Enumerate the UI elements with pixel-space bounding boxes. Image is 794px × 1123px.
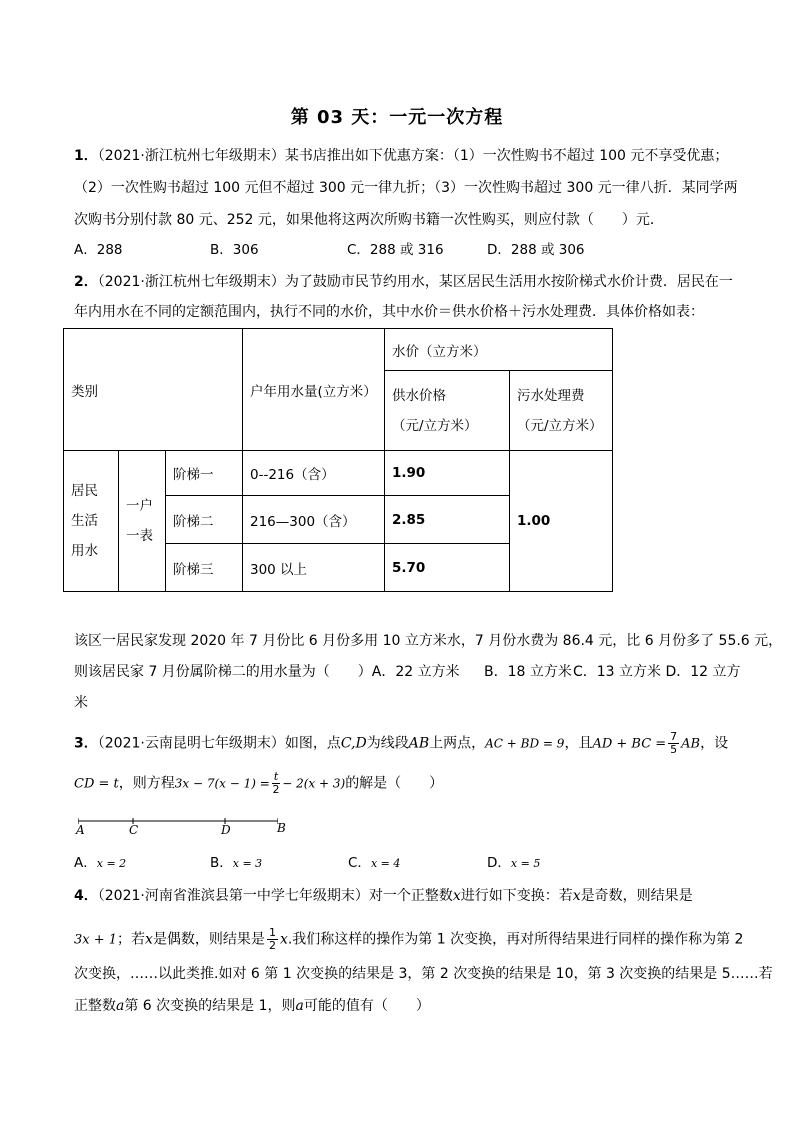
- table-header-category: 类别: [64, 329, 243, 451]
- q2-line-2: 年内用水在不同的定额范围内，执行不同的水价，其中水价＝供水价格＋污水处理费．具体价格如表：: [74, 304, 704, 320]
- q2-after-line-2: 则该居民家 7 月份属阶梯二的用水量为（ ）A．22 立方米: [74, 664, 460, 680]
- q1-option-d: D．288 或 306: [487, 242, 585, 258]
- page-title: 第 03 天：一元一次方程: [290, 107, 504, 128]
- q4-number: 4．: [74, 888, 98, 904]
- q4-var-a-2: a: [295, 998, 304, 1014]
- q4-var-a-1: a: [116, 998, 125, 1014]
- q3-fraction-2: [272, 771, 280, 796]
- q3-text-c: 上两点，: [429, 735, 486, 752]
- sewage-header-line1: 污水处理费: [517, 387, 585, 404]
- sewage-header-line2: （元/立方米）: [517, 417, 603, 434]
- q3-line-1: [74, 731, 728, 756]
- q3-equation-3-left: 3x − 7(x − 1) =: [174, 776, 270, 791]
- table-tier-2: 阶梯二: [166, 496, 243, 544]
- q3-equation-1: AC + BD = 9: [485, 736, 565, 751]
- q3-points-cd: C,D: [340, 735, 367, 752]
- table-sewage-value: 1.00: [510, 451, 613, 592]
- q3-option-c-letter: C．: [348, 855, 371, 871]
- label-d: D: [221, 823, 231, 837]
- q1-line-3: 次购书分别付款 80 元、252 元，如果他将这两次所购书籍一次性购买，则应付款（ ）元．: [74, 212, 664, 228]
- q3-option-c-eq: x = 4: [370, 857, 401, 870]
- q4-text-d: ；若: [117, 931, 146, 948]
- q4-line-3: 次变换，……以此类推.如对 6 第 1 次变换的结果是 3，第 2 次变换的结果是 10，第 3 次变换的结果是 5……若: [74, 966, 773, 982]
- q4-text-a: 对一个正整数: [368, 888, 453, 904]
- q2-after-line-1: 该区一居民家发现 2020 年 7 月份比 6 月份多用 10 立方米水，7 月份水费为 86.4 元，比 6 月份多了 55.6 元，: [74, 633, 783, 649]
- q3-equation-3-right: − 2(x + 3): [282, 776, 346, 791]
- q3-option-a-eq: x = 2: [96, 857, 127, 870]
- table-resident-cell: [64, 451, 119, 592]
- q3-frac2-den: 2: [272, 783, 280, 796]
- table-tier-3: 阶梯三: [166, 544, 243, 592]
- q3-equation-2-right: AB: [681, 736, 701, 752]
- q3-text-f: ，则方程: [118, 775, 175, 792]
- table-header-price: 水价（立方米）: [385, 329, 613, 371]
- label-b: B: [277, 821, 286, 835]
- q3-option-d-letter: D．: [487, 855, 511, 871]
- q3-option-c: [348, 853, 400, 874]
- q3-frac2-num: t: [273, 770, 279, 783]
- q3-option-a-letter: A．: [74, 855, 97, 871]
- q3-option-a: [74, 853, 126, 874]
- table-range-3: 300 以上: [243, 544, 385, 592]
- q4-line-1: [74, 886, 693, 906]
- q3-option-d: [487, 853, 540, 874]
- q3-number: 3．: [74, 735, 98, 752]
- q4-var-x-2: x: [572, 888, 581, 904]
- q3-segment-ab: AB: [408, 735, 430, 752]
- resident-line3: 用水: [71, 543, 98, 559]
- household-line1: 一户: [126, 498, 153, 514]
- q2-after-line-3: 米: [74, 695, 88, 711]
- q4-text-g: 正整数: [74, 998, 116, 1014]
- q1-line-1: [74, 146, 728, 166]
- q3-equation-2-left: AD + BC =: [592, 736, 667, 752]
- q4-text-b: 进行如下变换：若: [460, 888, 573, 904]
- table-range-2: 216—300（含）: [243, 496, 385, 544]
- q3-option-b-eq: x = 3: [232, 857, 263, 870]
- resident-line1: 居民: [71, 483, 98, 499]
- q3-line-2: [74, 771, 443, 796]
- q4-line-2: [74, 927, 743, 952]
- q1-option-b: B．306: [210, 242, 259, 258]
- q4-frac-den: 2: [268, 939, 276, 952]
- q4-text-e: 是偶数，则结果是: [152, 931, 265, 948]
- supply-header-line1: 供水价格: [392, 387, 446, 404]
- table-range-1: 0--216（含）: [243, 451, 385, 496]
- q3-frac-num: 7: [670, 730, 678, 743]
- q3-text-a: 如图，点: [284, 735, 341, 752]
- table-supply-1: 1.90: [385, 451, 510, 496]
- q2-option-cd: C．13 立方米 D．12 立方: [573, 664, 741, 680]
- q4-text-h: 第 6 次变换的结果是 1，则: [124, 998, 296, 1014]
- resident-line2: 生活: [71, 513, 98, 529]
- q4-var-x-4: x: [279, 931, 288, 948]
- q1-number: 1．: [74, 148, 98, 164]
- q1-source: （2021·浙江杭州七年级期末）: [97, 148, 285, 164]
- line-segment-figure: [78, 818, 278, 832]
- water-price-table: [63, 328, 613, 592]
- q3-text-e: ，设: [700, 735, 729, 752]
- q2-line-1: [74, 272, 733, 292]
- q1-text: 某书店推出如下优惠方案：（1）一次性购书不超过 100 元不享受优惠；: [284, 148, 729, 164]
- q3-text-g: 的解是（ ）: [345, 775, 444, 792]
- table-header-usage: 户年用水量(立方米）: [243, 329, 385, 451]
- q4-var-x-1: x: [452, 888, 461, 904]
- q3-text-b: 为线段: [366, 735, 409, 752]
- q4-source: （2021·河南省淮滨县第一中学七年级期末）: [97, 888, 369, 904]
- label-a: A: [76, 823, 85, 837]
- q2-number: 2．: [74, 274, 98, 290]
- q1-option-c: C．288 或 316: [347, 242, 444, 258]
- table-header-sewage: [510, 371, 613, 451]
- q2-text: 为了鼓励市民节约用水，某区居民生活用水按阶梯式水价计费．居民在一: [284, 274, 733, 290]
- q1-option-a: A．288: [74, 242, 123, 258]
- q4-expression: 3x + 1: [74, 932, 118, 948]
- q3-fraction: [668, 731, 679, 756]
- q4-var-x-3: x: [145, 931, 153, 948]
- table-supply-2: 2.85: [385, 496, 510, 544]
- q2-source: （2021·浙江杭州七年级期末）: [97, 274, 285, 290]
- q4-text-i: 可能的值有（ ）: [303, 998, 430, 1014]
- table-tier-1: 阶梯一: [166, 451, 243, 496]
- label-c: C: [129, 823, 139, 837]
- q1-line-2: （2）一次性购书超过 100 元但不超过 300 元一律九折；（3）一次性购书超过 300 元一律八折．某同学两: [74, 180, 738, 196]
- q4-text-f: .我们称这样的操作为第 1 次变换，再对所得结果进行同样的操作称为第 2: [287, 931, 744, 948]
- q3-cd-eq-t: CD = t: [74, 776, 119, 792]
- household-line2: 一表: [126, 528, 153, 544]
- table-supply-3: 5.70: [385, 544, 510, 592]
- table-header-supply: [385, 371, 510, 451]
- table-household-cell: [119, 451, 166, 592]
- q4-frac-num: 1: [268, 926, 276, 939]
- q4-line-4: [74, 996, 430, 1016]
- q3-text-d: ，且: [564, 735, 593, 752]
- q2-option-b: B．18 立方米: [484, 664, 572, 680]
- q3-frac-den: 5: [670, 743, 678, 756]
- q3-option-b-letter: B．: [210, 855, 233, 871]
- q4-text-c: 是奇数，则结果是: [580, 888, 693, 904]
- q4-fraction: [267, 927, 278, 952]
- q3-option-d-eq: x = 5: [510, 857, 541, 870]
- q3-option-b: [210, 853, 262, 874]
- supply-header-line2: （元/立方米）: [392, 417, 478, 434]
- q3-source: （2021·云南昆明七年级期末）: [97, 735, 285, 752]
